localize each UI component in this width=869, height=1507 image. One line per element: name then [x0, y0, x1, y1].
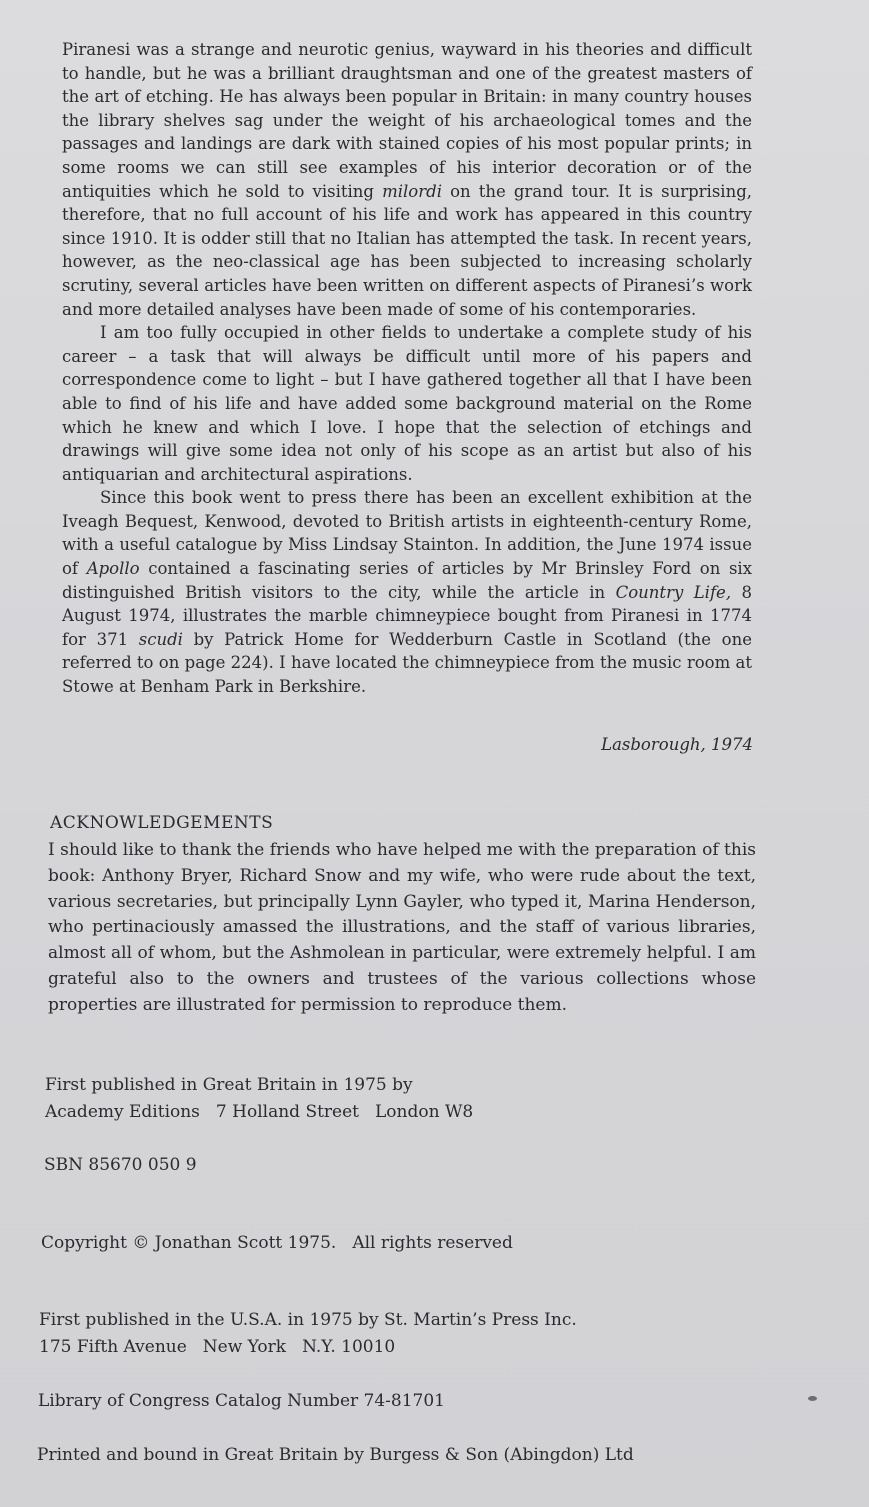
preface-p3-text-a: Since this book went to press there has been an excellent exhibition at the Iveagh Bequest, Kenwood, devoted to British artists in eighteenth-century Rome, with a useful catalogue by Miss Lindsay Stainton. In addition, the June 1974 issue of — [62, 488, 752, 579]
paper-speck-mark — [808, 1396, 817, 1401]
preface-paragraph-2: I am too fully occupied in other fields to undertake a complete study of his career – a task that will always be difficult until more of his papers and correspondence come to light – but I have gathered together all that I have been able to find of his life and have added some background material on the Rome which he knew and which I love. I hope that the selection of etchings and drawings will give some idea not only of his scope as an artist but also of his antiquarian and architectural aspirations. — [62, 323, 752, 484]
us-city: New York — [202, 1337, 287, 1357]
uk-city: London W8 — [375, 1102, 474, 1122]
preface-p1-text-a: Piranesi was a strange and neurotic genius, wayward in his theories and difficult to handle, but he was a brilliant draughtsman and one of the greatest masters of the art of etching. He has always been popular in Britain: in many country houses the library shelves sag under the weight of his archaeological tomes and the passages and landings are dark with stained copies of his most popular prints; in some rooms we can still see examples of his interior decoration or of the antiquities which he sold to visiting — [62, 40, 752, 201]
preface-p1-italic-milordi: milordi — [382, 181, 442, 201]
preface-p3-text-c: 8 August 1974, illustrates the marble chimneypiece bought from Piranesi in 1774 for 371 — [62, 582, 752, 649]
preface-paragraph-3 — [62, 486, 752, 698]
printer-line: Printed and bound in Great Britain by Burgess & Son (Abingdon) Ltd — [37, 1445, 634, 1465]
preface-p3-text-d: by Patrick Home for Wedderburn Castle in Scotland (the one referred to on page 224). I have located the chimneypiece from the music room at Stowe at Benham Park in Berkshire. — [62, 629, 752, 697]
preface-p3-italic-scudi: scudi — [138, 629, 183, 649]
uk-publication-line: First published in Great Britain in 1975 by — [45, 1075, 413, 1095]
sbn-number: SBN 85670 050 9 — [44, 1155, 197, 1175]
uk-street: 7 Holland Street — [215, 1102, 360, 1122]
rights-reserved: All rights reserved — [352, 1233, 513, 1253]
us-publication-line: First published in the U.S.A. in 1975 by St. Martin’s Press Inc. — [39, 1310, 577, 1330]
preface-p3-italic-apollo: Apollo — [86, 559, 140, 579]
copyright-line — [41, 1230, 513, 1257]
preface-signoff: Lasborough, 1974 — [601, 735, 753, 754]
acknowledgements-body: I should like to thank the friends who have helped me with the preparation of this book: Anthony Bryer, Richard Snow and my wife, who were rude about the text, various secretaries, but principally Lynn Gayler, who typed it, Marina Henderson, who pertinaciously amassed the illustrations, and the staff of various libraries, almost all of whom, but the Ashmolean in particular, were extremely helpful. I am grateful also to the owners and trustees of the various collections whose properties are illustrated for permission to reproduce them. — [48, 840, 756, 1015]
preface-p1-text-b: on the grand tour. It is surprising, therefore, that no full account of his life and work has appeared in this country since 1910. It is odder still that no Italian has attempted the task. In recent years, however, as the neo-classical age has been subjected to increasing scholarly scrutiny, several articles have been written on different aspects of Piranesi’s work and more detailed analyses have been made of some of his contemporaries. — [62, 181, 753, 319]
library-of-congress-number: Library of Congress Catalog Number 74-81701 — [38, 1391, 445, 1411]
preface-p3-text-b: contained a fascinating series of articles by Mr Brinsley Ford on six distinguished British visitors to the city, while the article in — [62, 559, 753, 602]
copyright-text: Copyright © Jonathan Scott 1975. — [41, 1233, 337, 1253]
us-publisher-address — [39, 1334, 577, 1361]
us-zip: N.Y. 10010 — [302, 1337, 396, 1357]
us-street: 175 Fifth Avenue — [39, 1337, 187, 1357]
preface-paragraph-1 — [62, 38, 752, 321]
preface-text — [62, 38, 752, 699]
uk-publisher-address — [45, 1099, 473, 1126]
uk-publication-block — [45, 1072, 473, 1126]
us-publication-block — [39, 1307, 577, 1361]
preface-p3-italic-country-life: Country Life, — [615, 582, 732, 602]
acknowledgements-heading: ACKNOWLEDGEMENTS — [50, 813, 274, 833]
uk-publisher: Academy Editions — [45, 1102, 200, 1122]
